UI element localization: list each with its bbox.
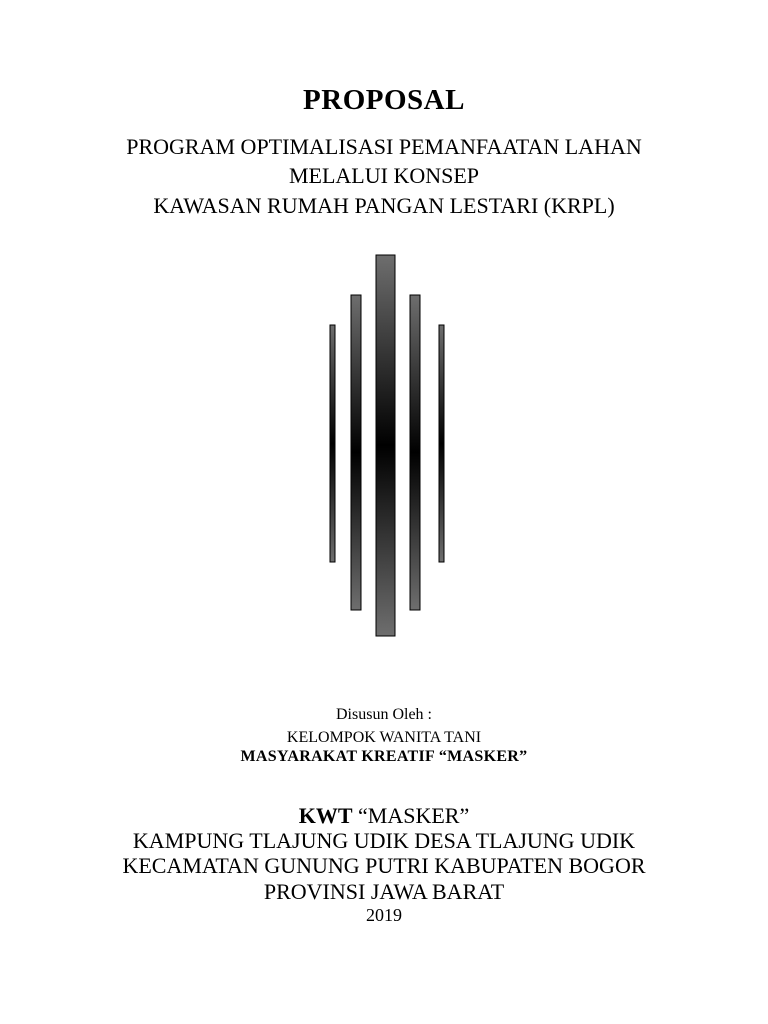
ornament-bar-inner-right: [410, 295, 420, 610]
prepared-by-label: Disusun Oleh :: [336, 706, 432, 723]
group-full-name: MASYARAKAT KREATIF “MASKER”: [240, 748, 528, 765]
kwt-heading: [0, 803, 768, 829]
document-year: 2019: [366, 905, 402, 925]
document-title: PROPOSAL: [303, 84, 465, 116]
ornament-bar-outer-left: [330, 325, 335, 562]
address-line-2: KECAMATAN GUNUNG PUTRI KABUPATEN BOGOR: [122, 853, 646, 878]
address-line-3: PROVINSI JAWA BARAT: [263, 879, 505, 904]
kwt-prefix: KWT: [298, 803, 353, 828]
subtitle-line-3: KAWASAN RUMAH PANGAN LESTARI (KRPL): [153, 193, 615, 218]
group-name: KELOMPOK WANITA TANI: [286, 729, 482, 746]
ornament-bar-outer-right: [439, 325, 444, 562]
ornament-bar-inner-left: [351, 295, 361, 610]
address-line-1: KAMPUNG TLAJUNG UDIK DESA TLAJUNG UDIK: [132, 828, 636, 853]
kwt-name: “MASKER”: [352, 803, 470, 828]
subtitle-line-2: MELALUI KONSEP: [288, 163, 480, 188]
ornament-bar-center: [376, 255, 395, 636]
subtitle-line-1: PROGRAM OPTIMALISASI PEMANFAATAN LAHAN: [126, 134, 642, 159]
